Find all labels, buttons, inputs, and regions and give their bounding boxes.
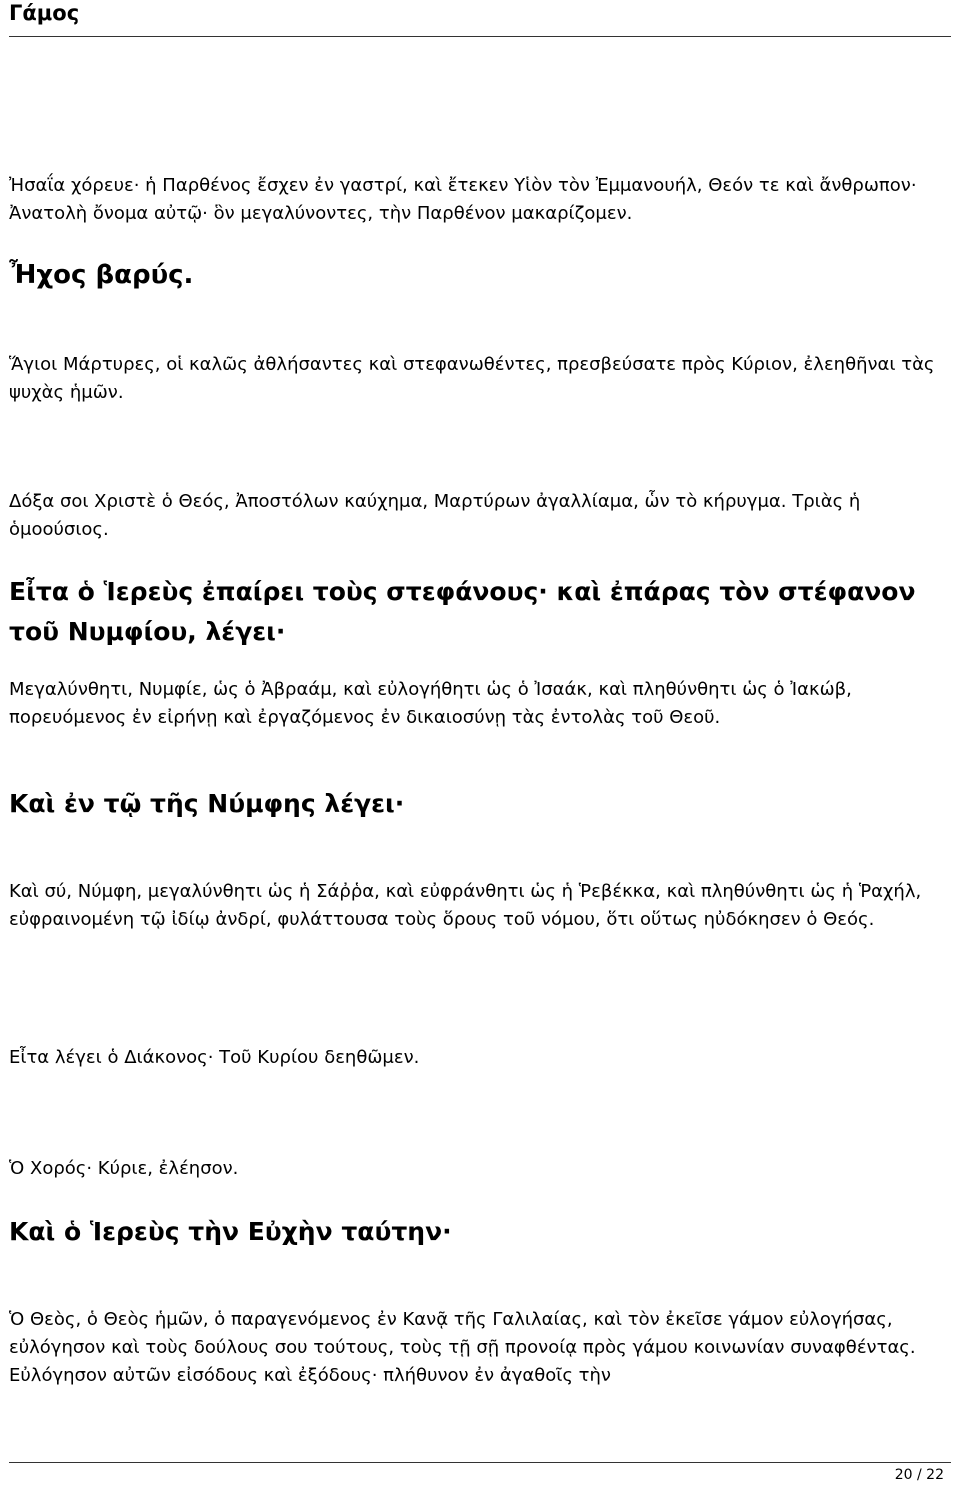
heading-priest-prayer: Καὶ ὁ Ἱερεὺς τὴν Εὐχὴν ταύτην· xyxy=(9,1217,452,1246)
paragraph-deacon-says: Εἶτα λέγει ὁ Διάκονος· Τοῦ Κυρίου δεηθῶμεν. xyxy=(9,1047,420,1068)
page-title: Γάμος xyxy=(9,1,80,25)
paragraph-prayer-text: Ὁ Θεὸς, ὁ Θεὸς ἡμῶν, ὁ παραγενόμενος ἐν Κανᾷ τῆς Γαλιλαίας, καὶ τὸν ἐκεῖσε γάμον εὐλογήσας, εὐλόγησον καὶ τοὺς δούλους σου τούτους, τοὺς τῇ σῇ προνοίᾳ πρὸς γάμου κοινωνίαν συναφθέντας. Εὐλόγησον αὐτῶν εἰσόδους καὶ ἐξόδους· πλήθυνον ἐν ἀγαθοῖς τὴν xyxy=(9,1309,916,1386)
heading-bride-crown: Καὶ ἐν τῷ τῆς Νύμφης λέγει· xyxy=(9,789,405,818)
paragraph-holy-martyrs: Ἅγιοι Μάρτυρες, οἱ καλῶς ἀθλήσαντες καὶ στεφανωθέντες, πρεσβεύσατε πρὸς Κύριον, ἐλεηθῆναι τὰς ψυχὰς ἡμῶν. xyxy=(9,354,935,403)
page-number: 20 / 22 xyxy=(894,1467,944,1483)
heading-echos-varys: Ἦχος βαρύς. xyxy=(9,260,194,290)
header-divider xyxy=(9,36,951,37)
footer-divider xyxy=(9,1462,951,1463)
paragraph-glory-to-christ: Δόξα σοι Χριστὲ ὁ Θεός, Ἀποστόλων καύχημα, Μαρτύρων ἀγαλλίαμα, ὧν τὸ κήρυγμα. Τριὰς ἡ ὁμοούσιος. xyxy=(9,491,861,540)
paragraph-groom-blessing: Μεγαλύνθητι, Νυμφίε, ὡς ὁ Ἀβραάμ, καὶ εὐλογήθητι ὡς ὁ Ἰσαάκ, καὶ πληθύνθητι ὡς ὁ Ἰακώβ, πορευόμενος ἐν εἰρήνῃ καὶ ἐργαζόμενος ἐν δικαιοσύνῃ τὰς ἐντολὰς τοῦ Θεοῦ. xyxy=(9,679,852,728)
paragraph-choir-kyrie: Ὁ Χορός· Κύριε, ἐλέησον. xyxy=(9,1158,239,1179)
paragraph-bride-blessing: Καὶ σύ, Νύμφη, μεγαλύνθητι ὡς ἡ Σάῤῥα, καὶ εὐφράνθητι ὡς ἡ Ῥεβέκκα, καὶ πληθύνθητι ὡς ἡ Ῥαχήλ, εὐφραινομένη τῷ ἰδίῳ ἀνδρί, φυλάττουσα τοὺς ὅρους τοῦ νόμου, ὅτι οὕτως ηὐδόκησεν ὁ Θεός. xyxy=(9,881,922,930)
paragraph-isaiah-dance: Ἠσαΐα χόρευε· ἡ Παρθένος ἔσχεν ἐν γαστρί, καὶ ἔτεκεν Υἱὸν τὸν Ἐμμανουήλ, Θεόν τε καὶ ἄνθρωπον· Ἀνατολὴ ὄνομα αὐτῷ· ὃν μεγαλύνοντες, τὴν Παρθένον μακαρίζομεν. xyxy=(9,175,917,224)
heading-priest-removes-crowns: Εἶτα ὁ Ἱερεὺς ἐπαίρει τοὺς στεφάνους· καὶ ἐπάρας τὸν στέφανον τοῦ Νυμφίου, λέγει· xyxy=(9,577,916,646)
